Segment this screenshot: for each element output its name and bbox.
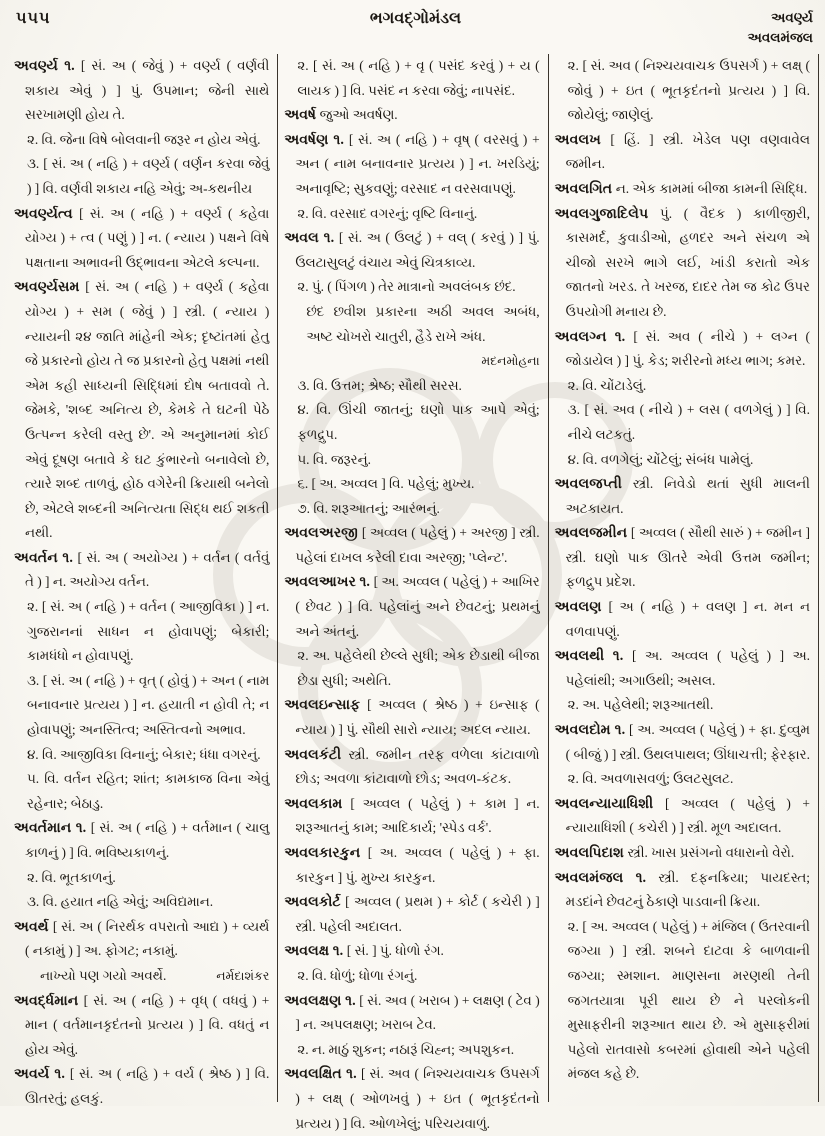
entry-text: છંદ છવીશ પ્રકારના અઠી અવલ અબંધ, અષ્ટ ચોખરો ચાતુરી, હૈડે રાખે અંધ.	[306, 303, 540, 344]
headword: અવર્ષ	[284, 107, 320, 124]
entry-text: સ્ત્રી. ખાસ પ્રસંગનો વધારાનો વેરો.	[627, 845, 795, 860]
headword: અવલજપ્તી	[554, 476, 633, 493]
sense-paragraph	[284, 644, 539, 693]
dictionary-entry	[284, 743, 539, 792]
attribution: મદનમોહના	[481, 354, 540, 369]
entry-text: ૨. અ. પહેલેથી છેલ્લે સુધી; એક છેડાથી બીજા છેડા સુધી; અથેતિ.	[297, 648, 540, 688]
entry-text: ૨. પું. ( પિંગળ ) તેર માત્રાનો અવલંબક છંદ.	[297, 279, 516, 295]
sense-paragraph	[284, 964, 539, 989]
entry-text: પું. ( વૈદક ) કાળીજીરી, કાસમર્દ, કુવાડીઓ, હળદર અને સંચળ એ ચીજો સરખે ભાગે લઈ, ખાંડી કરાતો એક જાતનો ખરડ. તે ખરજ, દાદર તેમ જ કોઢ ઉપર ઉપયોગી મનાય છે.	[565, 205, 810, 319]
entry-text: ૩. વિ. ઉત્તમ; શ્રેષ્ઠ; સૌથી સરસ.	[297, 377, 462, 393]
headword: અવલન્યાયાધિશી	[554, 795, 665, 812]
dictionary-entry	[555, 128, 810, 177]
headword: અવલકંટી	[284, 746, 349, 763]
entry-text: ૩. વિ. હયાત નહિ એવું; અવિદ્યમાન.	[27, 894, 214, 910]
entry-text: [ અવ્વલ ( પહેલું ) + અરજી ] સ્ત્રી. પહેલાં દાખલ કરેલી દાવા અરજી; 'પ્લેન્ટ'.	[295, 525, 540, 565]
entry-text: ૨. વિ. ધોળું; ધોળા રંગનું.	[297, 967, 418, 983]
dictionary-entry	[14, 202, 269, 276]
sense-paragraph	[14, 767, 269, 816]
entry-text: [ સં. અ ( નહિ ) + વર્ય ( શ્રેષ્ઠ ) ] વિ. ઊતરતું; હલકું.	[25, 1066, 270, 1106]
entry-text: ૩. [ સં. અવ ( નીચે ) + લસ ( વળગેલું ) ] વિ. નીચે લટકતું.	[567, 402, 810, 442]
column-3	[549, 54, 819, 1102]
sense-paragraph	[284, 202, 539, 227]
headword: અવલકારકુન	[284, 845, 368, 861]
dictionary-entry	[284, 226, 539, 275]
sense-paragraph	[284, 398, 539, 447]
sense-paragraph	[555, 693, 810, 718]
entry-text: [ સં. અ ( નહિ ) + વર્તમાન ( ચાલુ કાળનું ) ] વિ. ભવિષ્યકાળનું.	[25, 820, 270, 860]
sense-paragraph	[284, 54, 539, 103]
sense-paragraph	[284, 472, 539, 497]
sense-paragraph	[14, 866, 269, 891]
dictionary-entry	[284, 1062, 539, 1136]
dictionary-entry	[284, 939, 539, 964]
dictionary-entry	[555, 202, 810, 325]
entry-text: [ સં. અ ( ઉલટું ) + વલ્ ( કરવું ) ] પું. ઉલટાસુલટું વંચાય એવું ચિત્રકાવ્ય.	[295, 230, 540, 270]
dictionary-entry	[14, 546, 269, 595]
guide-word-last: અવલમંજલ	[747, 29, 813, 45]
entry-text: ૨. વિ. ભૂતકાળનું.	[27, 869, 116, 885]
attribution: નર્મદાશંકર	[216, 968, 270, 983]
dictionary-entry	[555, 644, 810, 693]
entry-text: સ્ત્રી. જમીન તરફ વળેલા કાંટાવાળો છોડ; અવળા કાંટાવાળો છોડ; અવળ-કંટક.	[295, 746, 540, 787]
headword: અવલમંજલ ૧.	[554, 869, 659, 886]
entry-text: [ અવ્વલ ( પહેલું ) + કામ ] ન. શરૂઆતનું કામ; આદિકાર્ય; 'સ્પેડ વર્ક'.	[295, 795, 540, 836]
headword: અવલખ	[554, 131, 611, 148]
sense-paragraph	[14, 595, 269, 669]
page-header	[16, 8, 815, 54]
entry-text: ૨. વિ. વરસાદ વગરનું; વૃષ્ટિ વિનાનું.	[297, 205, 478, 221]
dictionary-entry	[555, 325, 810, 374]
sense-paragraph	[555, 767, 810, 792]
entry-text: [ સં. અવ ( નિશ્ચયવાચક ઉપસર્ગ ) + લક્ષ્ ( ઓળખવું ) + ઇત ( ભૂતકૃદંતનો પ્રત્યય ) ] વિ. ઓળખેલું; પરિચયવાળું.	[295, 1066, 540, 1131]
entry-text: જુઓ અવર્ષણ.	[319, 107, 398, 123]
entry-text: [ અ. અવ્વલ ( પહેલું ) ] અ. પહેલાંથી; અગાઉથી; અસલ.	[565, 648, 810, 688]
book-title: ભગવદ્ગોમંડલ	[369, 10, 462, 27]
entry-text: ૪. વિ. વળગેલું; ચોંટેલું; સંબંધ પામેલું.	[567, 451, 754, 467]
sense-paragraph	[284, 1038, 539, 1063]
entry-text: [ સં. અ ( નહિ ) + વૃષ્ ( વરસવું ) + અન ( નામ બનાવનાર પ્રત્યય ) ] ન. ખરડિયું; અનાવૃષ્ટિ; સુકવણું; વરસાદ ન વરસવાપણું.	[295, 131, 540, 196]
entry-text: સ્ત્રી. નિવેડો થતાં સુધી માલની અટકાયત.	[565, 476, 810, 516]
entry-text: [ સં. અ ( નહિ ) + વર્ણ્ય ( કહેવા યોગ્ય ) + ત્વ ( પણું ) ] ન. ( ન્યાય ) પક્ષને વિષે પક્ષતાના અભાવની ઉદ્ભાવના એટલે કલ્પના.	[25, 205, 270, 270]
entry-text: સ્ત્રી. દફનક્રિયા; પાયદસ્ત; મડદાંને છેવટનું ઠેકાણે પાડવાની ક્રિયા.	[565, 869, 810, 910]
sense-paragraph	[14, 890, 269, 915]
dictionary-entry	[14, 816, 269, 865]
headword: અવલ ૧.	[284, 230, 339, 247]
headword: અવર્થ	[14, 918, 53, 935]
entry-text: ૨. વિ. ચોંટાડેલું.	[567, 377, 647, 393]
dictionary-entry	[555, 177, 810, 202]
headword: અવર્ણ્યત્વ	[14, 205, 80, 222]
headword: અવર્ષણ ૧.	[284, 131, 349, 148]
headword: અવલપિદાશ	[554, 845, 628, 861]
headword: અવલદોમ ૧.	[554, 722, 630, 739]
sense-paragraph	[555, 398, 810, 447]
verse-quotation	[284, 300, 539, 374]
headword: અવલગ્ન ૧.	[554, 328, 634, 345]
entry-text: ૨. [ સં. અવ ( નિશ્ચયવાચક ઉપસર્ગ ) + લક્ષ્ ( જોવું ) + ઇત ( ભૂતકૃદંતનો પ્રત્યય ) ] વિ. જોયેલું; જાણેલું.	[567, 58, 810, 123]
dictionary-entry	[555, 595, 810, 644]
entry-text: ૬. [ અ. અવ્વલ ] વિ. પહેલું; મુખ્ય.	[297, 476, 475, 492]
dictionary-entry	[555, 718, 810, 767]
entry-text: ૨. વિ. જેના વિષે બોલવાની જરૂર ન હોય એવું.	[27, 131, 261, 147]
entry-text: ૨. ન. માઠું શુકન; નઠારૂં ચિહ્ન; અપશુકન.	[297, 1041, 515, 1057]
headword: અવલક્ષણ ૧.	[284, 992, 360, 1009]
guide-words	[748, 8, 813, 47]
sense-paragraph	[284, 275, 539, 300]
sense-paragraph	[14, 743, 269, 768]
entry-text: ૩. [ સં. અ ( નહિ ) + વૃત્ ( હોવું ) + અન ( નામ બનાવનાર પ્રત્યય ) ] ન. હયાતી ન હોવી તે; ન હોવાપણું; અનસ્તિત્વ; અસ્તિત્વનો અભાવ.	[27, 672, 270, 738]
entry-text: ૪. વિ. આજીવિકા વિનાનું; બેકાર; ધંધા વગરનું.	[27, 746, 261, 762]
entry-text: ૨. વિ. અવળાસવળું; ઉલટસુલટ.	[567, 771, 734, 787]
sense-paragraph	[555, 915, 810, 1087]
sense-paragraph	[284, 448, 539, 473]
entry-text: ૨. [ સં. અ ( નહિ ) + વર્તન ( આજીવિકા ) ] ન. ગુજરાનનાં સાધન ન હોવાપણું; બેકારી; કામધંધો ન હોવાપણું.	[27, 599, 270, 664]
sense-paragraph	[14, 152, 269, 201]
dictionary-entry	[284, 128, 539, 202]
entry-text: [ સં. અ ( નહિ ) + વર્ણ્ય ( કહેવા યોગ્ય ) + સમ ( જેવું ) ] સ્ત્રી. ( ન્યાય ) ન્યાયની ૨૪ જાતિ માંહેની એક; દૃષ્ટાંતમાં હેતુ જે પ્રકારનો હોય તે જ પ્રકારનો હેતુ પક્ષમાં નથી એમ કહી સાધ્યની સિદ્ધિમાં દોષ બતાવવો તે. જેમકે, 'શબ્દ અનિત્ય છે, કેમકે તે ઘટની પેઠે ઉત્પન્ન કરેલી વસ્તુ છે'. એ અનુમાનમાં કોઈ એવું દૂષણ બતાવે કે ઘટ કુંભારનો બનાવેલો છે, ત્યારે શબ્દ તાળવું, હોઠ વગેરેની ક્રિયાથી બનેલો છે, એટલે શબ્દની અનિત્યતા સિદ્ધ થઈ શકતી નથી.	[25, 279, 270, 541]
dictionary-entry	[14, 54, 269, 128]
entry-text: ૭. વિ. શરૂઆતનું; આરંભનું.	[297, 500, 440, 516]
entry-text: ૩. [ સં. અ ( નહિ ) + વર્ણ્ય ( વર્ણન કરવા જેવું ) ] વિ. વર્ણવી શકાય નહિ એવું; અ-કથનીય	[27, 156, 270, 196]
headword: અવલક્ષ ૧.	[284, 943, 347, 960]
headword: અવલગુજાદિલેપ	[554, 205, 661, 222]
entry-text: [ અવ્વલ ( સૌથી સારું ) + જમીન ] સ્ત્રી. ઘણો પાક ઊતરે એવી ઉત્તમ જમીન; ફળદ્રુપ પ્રદેશ.	[565, 525, 810, 590]
entry-text: ૨. [ સં. અ ( નહિ ) + વૃ ( પસંદ કરવું ) + ય ( લાયક ) ] વિ. પસંદ ન કરવા જેવું; નાપસંદ.	[297, 58, 540, 98]
headword: અવલઆખર ૧.	[284, 574, 374, 591]
entry-text: [ સં. અવ ( ખરાબ ) + લક્ષણ ( ટેવ ) ] ન. અપલક્ષણ; ખરાબ ટેવ.	[295, 992, 540, 1033]
dictionary-entry	[14, 989, 269, 1063]
entry-text: [ અ. અવ્વલ ( પહેલું ) + આખિર ( છેવટ ) ] વિ. પહેલાંનું અને છેવટનું; પ્રથમનું અને અંતનું.	[295, 574, 540, 639]
entry-text: [ સં. અવ ( નીચે ) + લગ્ન ( જોડાયેલ ) ] પું. કેડ; શરીરનો મધ્ય ભાગ; કમર.	[565, 328, 810, 369]
entry-text: [ અ. અવ્વલ ( પહેલું ) + ફા. દુવ્વુમ ( બીજું ) ] સ્ત્રી. ઉથલપાથલ; ઊંધાચત્તી; ફેરફાર.	[565, 722, 810, 762]
headword: અવર્ણ્ય ૧.	[14, 58, 81, 74]
headword: અવર્દ્ધમાન	[14, 992, 84, 1009]
headword: અવલજમીન	[554, 525, 631, 542]
entry-text: [ સં. અ ( અયોગ્ય ) + વર્તન ( વર્તવું તે ) ] ન. અયોગ્ય વર્તન.	[25, 549, 270, 590]
citation-line	[14, 964, 269, 989]
dictionary-entry	[284, 989, 539, 1038]
dictionary-entry	[555, 472, 810, 521]
sense-paragraph	[555, 448, 810, 473]
entry-text: [ સં. અ ( જેવું ) + વર્ણ્ય ( વર્ણવી શકાય એવું ) ] પું. ઉપમાન; જેની સાથે સરખામણી હોય તે.	[25, 58, 270, 123]
dictionary-entry	[555, 792, 810, 841]
headword: અવર્ણ્યસમ	[14, 279, 86, 296]
headword: અવર્તમાન ૧.	[14, 820, 91, 837]
headword: અવલથી ૧.	[554, 648, 632, 665]
headword: અવલકામ	[284, 795, 351, 812]
column-2	[278, 54, 548, 1131]
guide-word-first: અવર્ણ્ય	[771, 10, 813, 25]
entry-text: [ હિં. ] સ્ત્રી. ખેડેલ પણ વણવાવેલ જમીન.	[565, 131, 810, 172]
dictionary-entry	[284, 792, 539, 841]
entry-text: [ સં. અ ( નહિ ) + વૃધ્ ( વધવું ) + માન ( વર્તમાનકૃદંતનો પ્રત્યય ) ] વિ. વધતું ન હોય એવું.	[25, 992, 270, 1057]
text-columns	[8, 54, 819, 1131]
dictionary-entry	[555, 841, 810, 866]
headword: અવલઇન્સાફ	[284, 697, 368, 714]
dictionary-entry	[14, 1062, 269, 1111]
headword: અવર્ય ૧.	[14, 1066, 70, 1083]
sense-paragraph	[555, 54, 810, 128]
entry-text: [ અવ્વલ ( પ્રથમ ) + કોર્ટ ( કચેરી ) ] સ્ત્રી. પહેલી અદાલત.	[295, 894, 540, 934]
dictionary-entry	[14, 275, 269, 546]
headword: અવલણ	[554, 599, 609, 616]
headword: અવલક્ષિત ૧.	[284, 1066, 361, 1083]
sense-paragraph	[14, 669, 269, 743]
page-number: ૫૫૫	[16, 10, 51, 27]
sense-paragraph	[14, 128, 269, 153]
entry-text: ૫. વિ. વર્તન રહિત; શાંત; કામકાજ વિના એવું રહેનાર; બેઠાડુ.	[27, 771, 270, 811]
entry-text: [ અ ( નહિ ) + વલણ ] ન. મન ન વળવાપણું.	[565, 599, 810, 639]
dictionary-entry	[284, 103, 539, 128]
headword: અવલઅરજી	[284, 525, 362, 542]
dictionary-entry	[555, 521, 810, 595]
entry-text: [ સં. ] પું. ધોળો રંગ.	[346, 943, 444, 959]
column-1	[8, 54, 278, 1106]
entry-text: [ અવ્વલ ( શ્રેષ્ઠ ) + ઇન્સાફ ( ન્યાય ) ] પું. સૌથી સારો ન્યાય; અદલ ન્યાય.	[295, 697, 540, 738]
entry-text: [ અવ્વલ ( પહેલું ) + ન્યાયાધિશી ( કચેરી ) ] સ્ત્રી. મૂળ અદાલત.	[565, 795, 810, 836]
dictionary-entry	[555, 866, 810, 915]
entry-text: ૪. વિ. ઊંચી જાતનું; ઘણો પાક આપે એવું; ફળદ્રુપ.	[297, 402, 540, 442]
entry-text: [ સં. અ ( નિરર્થક વપરાતો આદ્ય ) + વ્યર્થ ( નકામું ) ] અ. ફોગટ; નકામું.	[25, 918, 270, 959]
headword: અવલગિત	[554, 180, 616, 197]
headword: અવર્તન ૧.	[14, 549, 78, 566]
dictionary-entry	[284, 693, 539, 742]
dictionary-entry	[14, 915, 269, 964]
headword: અવલકોર્ટ	[284, 894, 346, 911]
dictionary-entry	[284, 841, 539, 890]
sense-paragraph	[284, 374, 539, 399]
entry-text: ન. એક કામમાં બીજા કામની સિદ્ધિ.	[615, 180, 808, 196]
dictionary-entry	[284, 521, 539, 570]
dictionary-entry	[284, 570, 539, 644]
entry-text: નાખ્યો પણ ગયો અવર્થે.	[40, 967, 167, 983]
sense-paragraph	[284, 497, 539, 522]
entry-text: ૨. અ. પહેલેથી; શરૂઆતથી.	[567, 697, 714, 713]
sense-paragraph	[555, 374, 810, 399]
entry-text: ૫. વિ. જરૂરનું.	[297, 451, 371, 467]
dictionary-entry	[284, 890, 539, 939]
entry-text: [ અ. અવ્વલ ( પહેલું ) + ફા. કારકુન ] પું. મુખ્ય કારકુન.	[295, 845, 540, 885]
entry-text: ૨. [ અ. અવ્વલ ( પહેલું ) + મંજિલ ( ઉતરવાની જગ્યા ) ] સ્ત્રી. શબને દાટવા કે બાળવાની જગ્યા; સ્મશાન. માણસના મરણથી તેની જગતયાત્રા પૂરી થાય છે ને પરલોકની મુસાફરીની શરૂઆત થાય છે. એ મુસાફરીમાં પહેલો રાતવાસો કબરમાં હોવાથી એને પહેલી મંજલ કહે છે.	[567, 918, 810, 1082]
